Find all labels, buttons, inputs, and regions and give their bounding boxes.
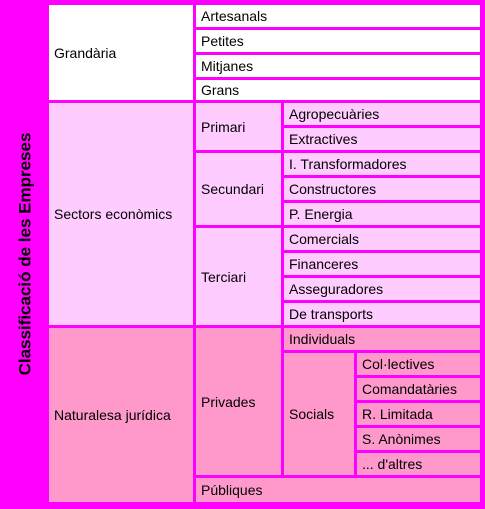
grandaria-item-artesanals: Artesanals	[196, 5, 480, 27]
publiques-label: Públiques	[196, 478, 480, 502]
grandaria-item-mitjanes: Mitjanes	[196, 55, 480, 77]
sector-terciari-item: Financeres	[284, 253, 480, 275]
individuals-label: Individuals	[284, 328, 480, 350]
socials-item: R. Limitada	[357, 403, 480, 425]
sector-terciari-item: De transports	[284, 303, 480, 325]
sectors-label: Sectors econòmics	[49, 103, 193, 325]
sector-secundari-item: I. Transformadores	[284, 153, 480, 175]
diagram-title	[5, 5, 45, 502]
grandaria-item-grans: Grans	[196, 80, 480, 100]
sector-secundari-item: Constructores	[284, 178, 480, 200]
socials-item: ... d'altres	[357, 453, 480, 475]
sector-terciari-item: Comercials	[284, 228, 480, 250]
sector-primari-label: Primari	[196, 103, 281, 150]
privades-label: Privades	[196, 328, 281, 475]
grandaria-label: Grandària	[49, 5, 193, 100]
naturalesa-label: Naturalesa jurídica	[49, 328, 193, 502]
socials-item: Comandatàries	[357, 378, 480, 400]
socials-item: Col·lectives	[357, 353, 480, 375]
grandaria-item-petites: Petites	[196, 30, 480, 52]
sector-terciari-label: Terciari	[196, 228, 281, 325]
sector-primari-item: Agropecuàries	[284, 103, 480, 125]
socials-item: S. Anònimes	[357, 428, 480, 450]
diagram-title-text: Classificació de les Empreses	[15, 132, 35, 375]
sector-terciari-item: Asseguradores	[284, 278, 480, 300]
socials-label: Socials	[284, 353, 354, 475]
sector-primari-item: Extractives	[284, 128, 480, 150]
sector-secundari-label: Secundari	[196, 153, 281, 225]
sector-secundari-item: P. Energia	[284, 203, 480, 225]
